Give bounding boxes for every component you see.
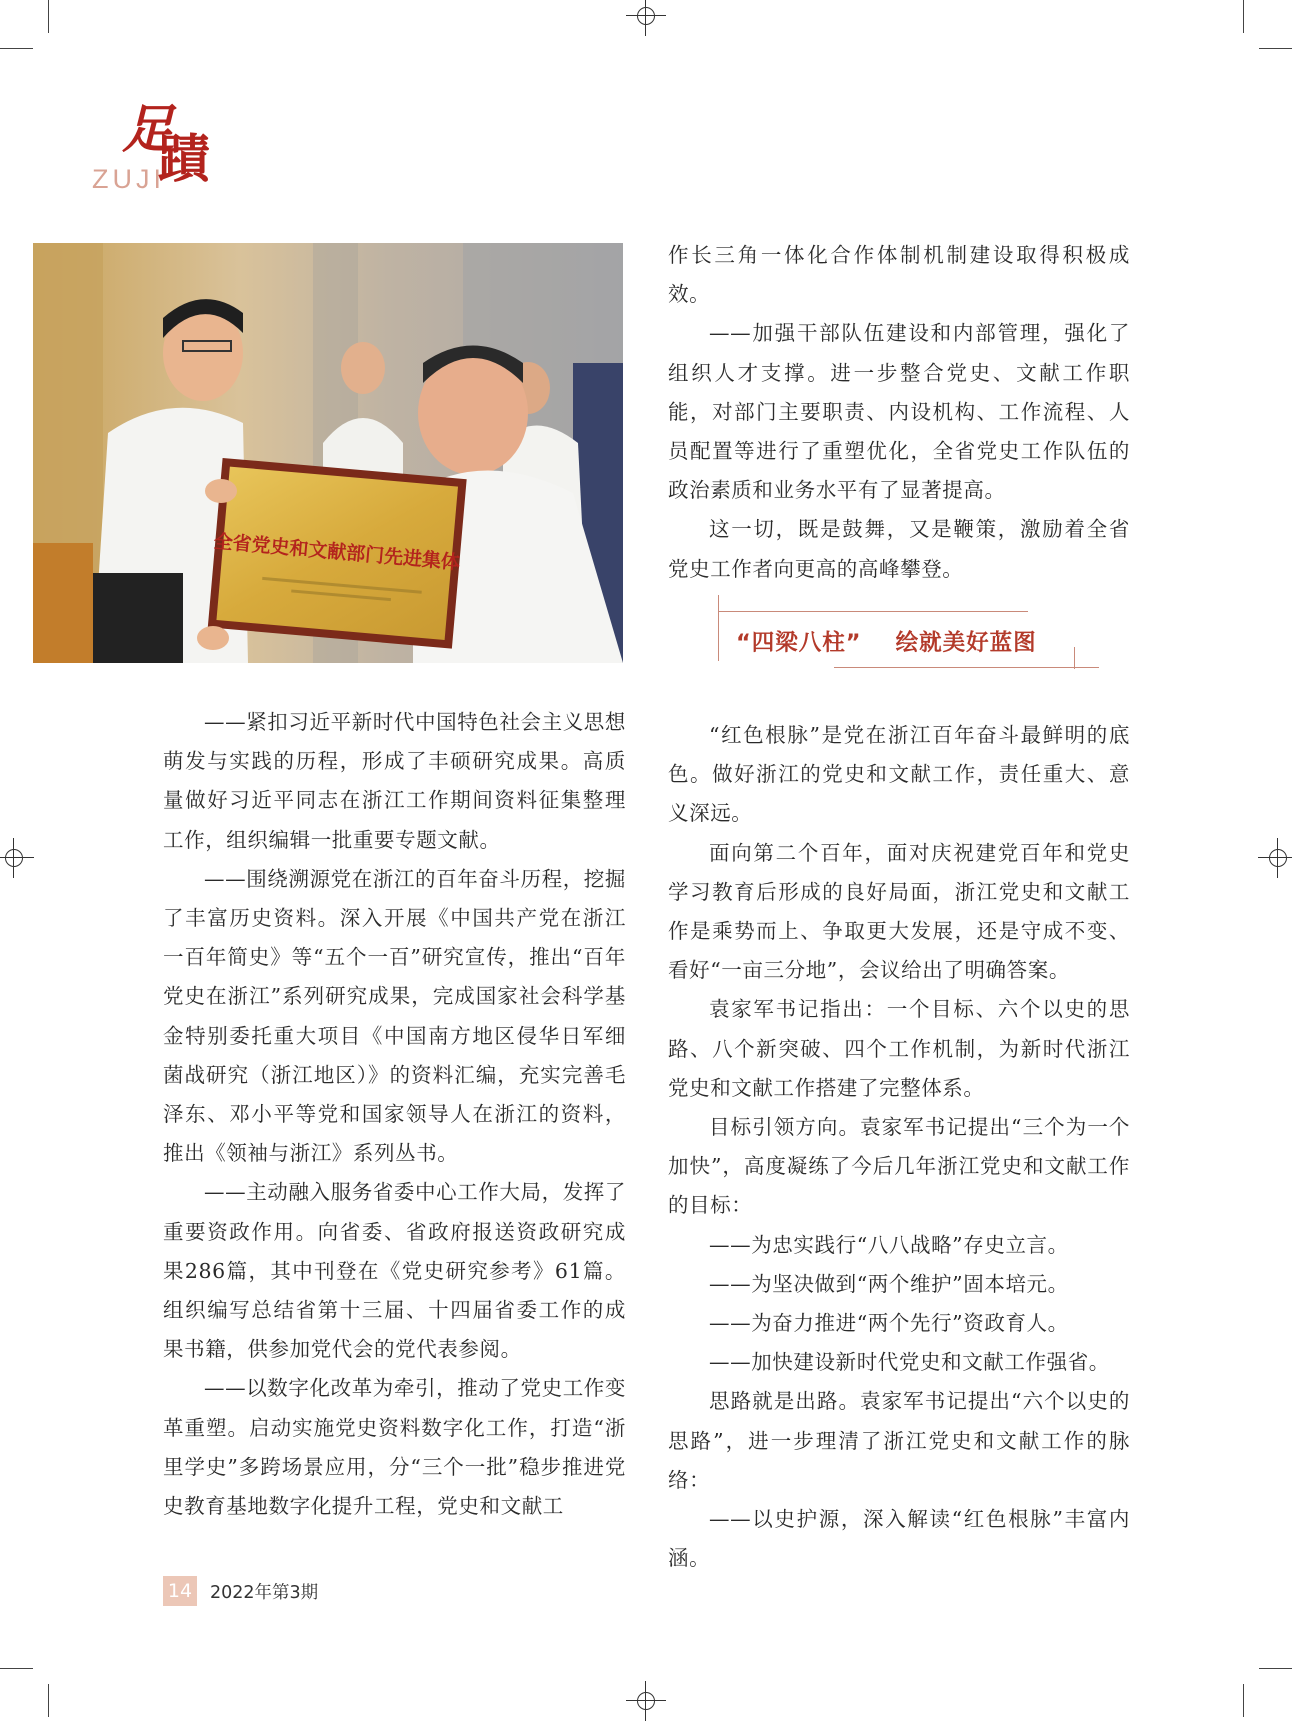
registration-mark-left	[0, 838, 34, 878]
paragraph: ——以史护源，深入解读“红色根脉”丰富内涵。	[668, 1507, 1130, 1571]
section-title-part1: “四梁八柱”	[736, 630, 862, 656]
paragraph: 袁家军书记指出：一个目标、六个以史的思路、八个新突破、四个工作机制，为新时代浙江党史和文献工作搭建了完整体系。	[668, 997, 1130, 1100]
paragraph: ——为奋力推进“两个先行”资政育人。	[709, 1311, 1069, 1336]
paragraph: 面向第二个百年，面对庆祝建党百年和党史学习教育后形成的良好局面，浙江党史和文献工作是乘势而上、争取更大发展，还是守成不变、看好“一亩三分地”，会议给出了明确答案。	[668, 840, 1130, 983]
paragraph: ——为忠实践行“八八战略”存史立言。	[709, 1232, 1069, 1257]
crop-mark	[1243, 0, 1244, 33]
paragraph: ——以数字化改革为牵引，推动了党史工作变革重塑。启动实施党史资料数字化工作，打造“浙里学史”多跨场景应用，分“三个一批”稳步推进党史教育基地数字化提升工程，党史和文献工	[163, 1376, 626, 1519]
right-column-bottom	[668, 716, 1130, 1578]
crop-mark	[48, 0, 49, 33]
crop-mark	[1243, 1684, 1244, 1717]
crop-mark	[48, 1684, 49, 1717]
logo-char-ji: 蹟	[158, 129, 211, 190]
section-title-part2: 绘就美好蓝图	[895, 630, 1037, 656]
paragraph: ——围绕溯源党在浙江的百年奋斗历程，挖掘了丰富历史资料。深入开展《中国共产党在浙江一百年简史》等“五个一百”研究宣传，推出“百年党史在浙江”系列研究成果，完成国家社会科学基金特别委托重大项目《中国南方地区侵华日军细菌战研究（浙江地区）》的资料汇编，充实完善毛泽东、邓小平等党和国家领导人在浙江的资料，推出《领袖与浙江》系列丛书。	[163, 866, 626, 1166]
paragraph: ——为坚决做到“两个维护”固本培元。	[709, 1271, 1069, 1296]
issue-label: 2022年第3期	[210, 1583, 319, 1603]
paragraph: “红色根脉”是党在浙江百年奋斗最鲜明的底色。做好浙江的党史和文献工作，责任重大、意义深远。	[668, 723, 1130, 826]
section-title	[736, 625, 1037, 657]
logo-char-zu: 足	[122, 99, 175, 160]
registration-mark-bottom	[626, 1681, 666, 1721]
paragraph: ——主动融入服务省委中心工作大局，发挥了重要资政作用。向省委、省政府报送资政研究成果286篇，其中刊登在《党史研究参考》61篇。组织编写总结省第十三届、十四届省委工作的成果书籍，供参加党代会的党代表参阅。	[163, 1180, 626, 1362]
award-photo	[33, 243, 623, 663]
paragraph: 思路就是出路。袁家军书记提出“六个以史的思路”，进一步理清了浙江党史和文献工作的脉络：	[668, 1389, 1130, 1492]
paragraph: 作长三角一体化合作体制机制建设取得积极成效。	[668, 243, 1130, 307]
paragraph: ——加快建设新时代党史和文献工作强省。	[709, 1350, 1110, 1375]
registration-mark-right	[1258, 838, 1292, 878]
crop-mark	[1259, 1668, 1292, 1669]
page-number: 14	[163, 1576, 197, 1606]
paragraph: 目标引领方向。袁家军书记提出“三个为一个加快”，高度凝练了今后几年浙江党史和文献工作的目标：	[668, 1115, 1130, 1218]
crop-mark	[0, 1668, 33, 1669]
paragraph: ——加强干部队伍建设和内部管理，强化了组织人才支撑。进一步整合党史、文献工作职能，对部门主要职责、内设机构、工作流程、人员配置等进行了重塑优化，全省党史工作队伍的政治素质和业务水平有了显著提高。	[668, 321, 1130, 503]
paragraph: 这一切，既是鼓舞，又是鞭策，激励着全省党史工作者向更高的高峰攀登。	[668, 517, 1130, 581]
crop-mark	[0, 48, 33, 49]
right-column-top	[668, 236, 1130, 589]
paragraph: ——紧扣习近平新时代中国特色社会主义思想萌发与实践的历程，形成了丰硕研究成果。高质量做好习近平同志在浙江工作期间资料征集整理工作，组织编辑一批重要专题文献。	[163, 710, 626, 852]
section-heading	[694, 595, 1100, 667]
zuji-logo	[88, 98, 228, 198]
crop-mark	[1259, 48, 1292, 49]
left-column	[163, 703, 626, 1526]
registration-mark-top	[626, 0, 666, 36]
plaque-text: 全省党史和文献部门先进集体	[212, 530, 461, 574]
logo-latin: ZUJI	[92, 164, 165, 194]
